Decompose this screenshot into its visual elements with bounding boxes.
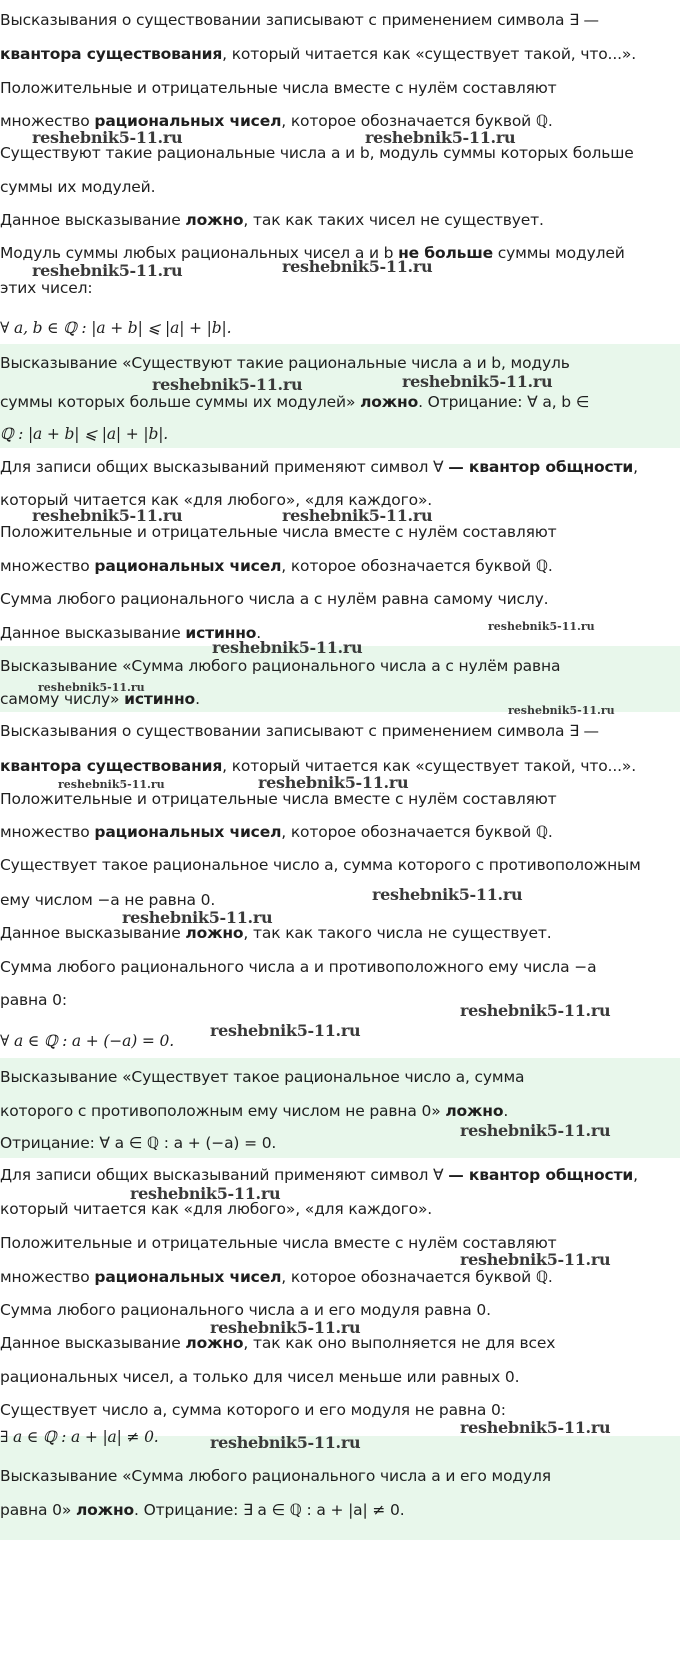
- text-line: множество рациональных чисел, которое обозначается буквой ℚ.: [0, 823, 553, 841]
- text-line: Высказывание «Существуют такие рациональные числа a и b, модуль: [0, 354, 570, 372]
- text-line: равна 0:: [0, 991, 67, 1009]
- watermark: reshebnik5-11.ru: [122, 908, 273, 927]
- watermark: reshebnik5-11.ru: [210, 1433, 361, 1452]
- text-line: Высказывания о существовании записывают с применением символа ∃ —: [0, 722, 599, 740]
- text-line: суммы их модулей.: [0, 178, 156, 196]
- text-line: Данное высказывание ложно, так как таких чисел не существует.: [0, 211, 544, 229]
- watermark: reshebnik5-11.ru: [258, 773, 409, 792]
- text-line: Модуль суммы любых рациональных чисел a и b не больше суммы модулей: [0, 244, 625, 262]
- formula: ∀ a, b ∈ ℚ : |a + b| ⩽ |a| + |b|.: [0, 319, 232, 337]
- text-line: Существует такое рациональное число a, сумма которого с противоположным: [0, 856, 641, 874]
- text-line: рациональных чисел, а только для чисел меньше или равных 0.: [0, 1368, 520, 1386]
- watermark: reshebnik5-11.ru: [460, 1121, 611, 1140]
- text-line: Отрицание: ∀ a ∈ ℚ : a + (−a) = 0.: [0, 1134, 277, 1152]
- watermark: reshebnik5-11.ru: [58, 778, 165, 791]
- watermark: reshebnik5-11.ru: [460, 1001, 611, 1020]
- text-line: Высказывание «Существует такое рациональное число a, сумма: [0, 1068, 525, 1086]
- text-line: Положительные и отрицательные числа вместе с нулём составляют: [0, 790, 557, 808]
- text-line: Положительные и отрицательные числа вместе с нулём составляют: [0, 79, 557, 97]
- text-line: множество рациональных чисел, которое обозначается буквой ℚ.: [0, 557, 553, 575]
- text-line: который читается как «для любого», «для каждого».: [0, 491, 433, 509]
- text-line: Высказывание «Сумма любого рационального числа a с нулём равна: [0, 657, 561, 675]
- watermark: reshebnik5-11.ru: [32, 506, 183, 525]
- watermark: reshebnik5-11.ru: [365, 128, 516, 147]
- watermark: reshebnik5-11.ru: [32, 128, 183, 147]
- formula: ∀ a ∈ ℚ : a + (−a) = 0.: [0, 1032, 175, 1050]
- text-line: квантора существования, который читается как «существует такой, что...».: [0, 45, 637, 63]
- watermark: reshebnik5-11.ru: [210, 1318, 361, 1337]
- watermark: reshebnik5-11.ru: [152, 375, 303, 394]
- formula: ∃ a ∈ ℚ : a + |a| ≠ 0.: [0, 1428, 159, 1446]
- formula: ℚ : |a + b| ⩽ |a| + |b|.: [0, 425, 169, 443]
- watermark: reshebnik5-11.ru: [282, 257, 433, 276]
- text-line: Высказывание «Сумма любого рационального числа a и его модуля: [0, 1467, 551, 1485]
- text-line: множество рациональных чисел, которое обозначается буквой ℚ.: [0, 112, 553, 130]
- watermark: reshebnik5-11.ru: [38, 681, 145, 694]
- text-line: который читается как «для любого», «для каждого».: [0, 1200, 433, 1218]
- text-line: Сумма любого рационального числа a с нулём равна самому числу.: [0, 590, 549, 608]
- text-line: Положительные и отрицательные числа вместе с нулём составляют: [0, 523, 557, 541]
- watermark: reshebnik5-11.ru: [212, 638, 363, 657]
- text-line: ему числом −a не равна 0.: [0, 891, 216, 909]
- watermark: reshebnik5-11.ru: [460, 1250, 611, 1269]
- text-line: Данное высказывание ложно, так как оно выполняется не для всех: [0, 1334, 556, 1352]
- watermark: reshebnik5-11.ru: [508, 704, 615, 717]
- text-line: которого с противоположным ему числом не равна 0» ложно.: [0, 1102, 509, 1120]
- text-line: Существует число a, сумма которого и его модуля не равна 0:: [0, 1401, 506, 1419]
- watermark: reshebnik5-11.ru: [282, 506, 433, 525]
- watermark: reshebnik5-11.ru: [460, 1418, 611, 1437]
- text-line: Данное высказывание истинно.: [0, 624, 262, 642]
- watermark: reshebnik5-11.ru: [372, 885, 523, 904]
- text-line: Сумма любого рационального числа a и противоположного ему числа −a: [0, 958, 597, 976]
- text-line: равна 0» ложно. Отрицание: ∃ a ∈ ℚ : a + |a| ≠ 0.: [0, 1501, 405, 1519]
- watermark: reshebnik5-11.ru: [210, 1021, 361, 1040]
- text-line: Данное высказывание ложно, так как такого числа не существует.: [0, 924, 552, 942]
- text-line: Сумма любого рационального числа a и его модуля равна 0.: [0, 1301, 491, 1319]
- text-line: квантора существования, который читается как «существует такой, что...».: [0, 757, 637, 775]
- text-line: Существуют такие рациональные числа a и b, модуль суммы которых больше: [0, 144, 634, 162]
- text-line: Высказывания о существовании записывают с применением символа ∃ —: [0, 11, 599, 29]
- text-line: самому числу» истинно.: [0, 690, 200, 708]
- watermark: reshebnik5-11.ru: [488, 620, 595, 633]
- text-line: Для записи общих высказываний применяют символ ∀ — квантор общности,: [0, 1166, 638, 1184]
- watermark: reshebnik5-11.ru: [402, 372, 553, 391]
- watermark: reshebnik5-11.ru: [32, 261, 183, 280]
- text-line: этих чисел:: [0, 279, 93, 297]
- text-line: Положительные и отрицательные числа вместе с нулём составляют: [0, 1234, 557, 1252]
- text-line: Для записи общих высказываний применяют символ ∀ — квантор общности,: [0, 458, 638, 476]
- text-line: множество рациональных чисел, которое обозначается буквой ℚ.: [0, 1268, 553, 1286]
- watermark: reshebnik5-11.ru: [130, 1184, 281, 1203]
- text-line: суммы которых больше суммы их модулей» ложно. Отрицание: ∀ a, b ∈: [0, 393, 590, 411]
